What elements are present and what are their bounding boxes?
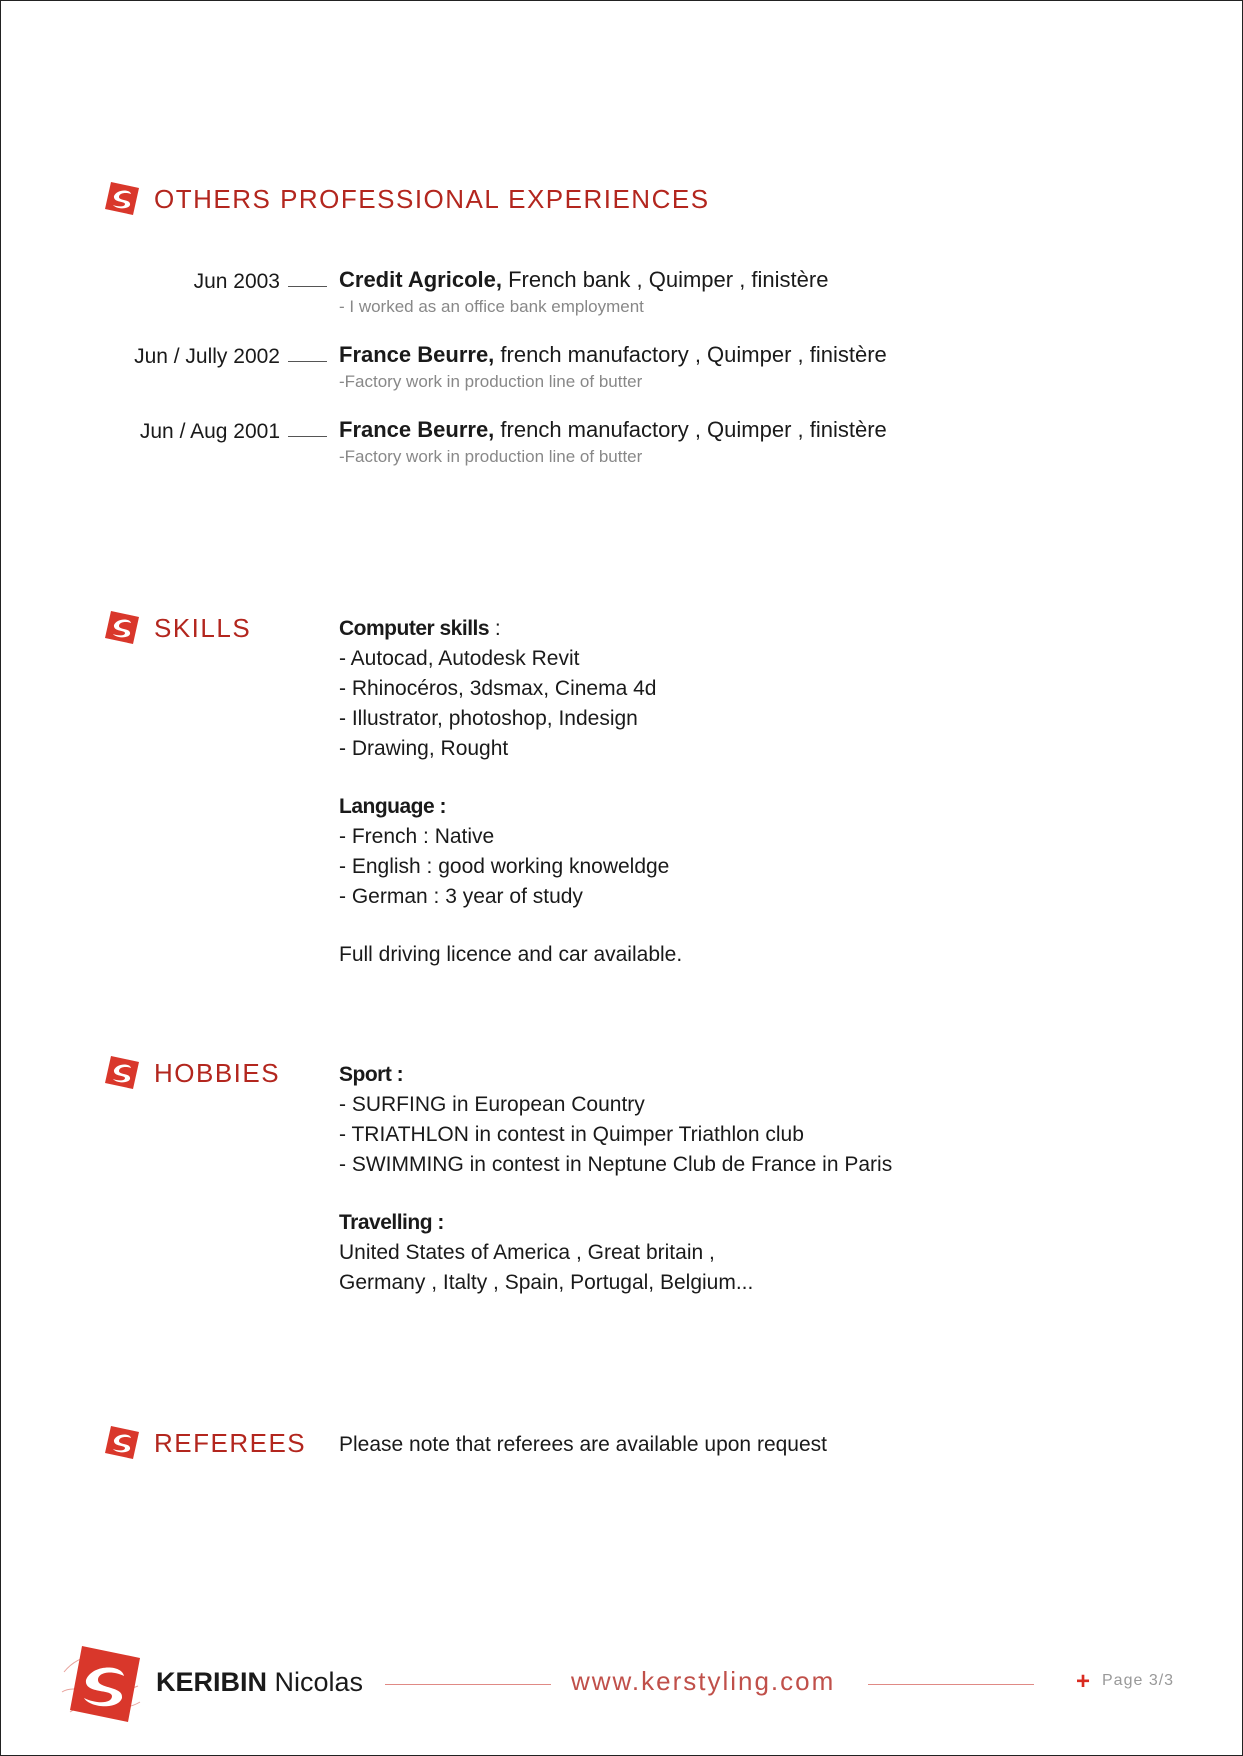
computer-skills-colon: :: [489, 617, 501, 640]
experience-date: Jun / Jully 2002: [134, 345, 280, 368]
footer-logo-icon: [60, 1642, 144, 1726]
computer-skills-heading-text: Computer skills: [339, 617, 490, 640]
footer-first-name: Nicolas: [267, 1667, 364, 1697]
footer-website-link[interactable]: www.kerstyling.com: [571, 1666, 836, 1696]
sport-heading: Sport :: [339, 1063, 404, 1086]
experience-dash: [288, 286, 327, 287]
language-item: - German : 3 year of study: [339, 885, 583, 908]
computer-skills-heading: [339, 614, 682, 644]
experience-date: Jun 2003: [193, 270, 280, 293]
sport-item: - SWIMMING in contest in Neptune Club de France in Paris: [339, 1153, 893, 1176]
section-logo-icon: [104, 180, 140, 216]
footer-line-left: [385, 1684, 551, 1685]
experience-company: Credit Agricole,: [339, 267, 502, 292]
skill-item: - Drawing, Rought: [339, 737, 509, 760]
experience-details: french manufactory , Quimper , finistère: [494, 342, 887, 367]
section-title-referees: REFEREES: [154, 1428, 307, 1458]
experience-description: -Factory work in production line of butter: [339, 447, 643, 466]
experience-details: french manufactory , Quimper , finistère: [494, 417, 887, 442]
footer-last-name: KERIBIN: [156, 1667, 268, 1697]
sport-item: - TRIATHLON in contest in Quimper Triathlon club: [339, 1123, 804, 1146]
driving-licence: Full driving licence and car available.: [339, 943, 683, 966]
skill-item: - Autocad, Autodesk Revit: [339, 647, 580, 670]
section-logo-icon: [104, 609, 140, 645]
travel-line: Germany , Italty , Spain, Portugal, Belgium...: [339, 1271, 754, 1294]
footer-line-right: [868, 1684, 1034, 1685]
experience-details: French bank , Quimper , finistère: [502, 267, 829, 292]
section-title-hobbies: HOBBIES: [154, 1058, 281, 1088]
experience-company: France Beurre,: [339, 417, 495, 442]
referees-note: Please note that referees are available upon request: [339, 1433, 827, 1456]
plus-icon: +: [1076, 1668, 1091, 1695]
section-logo-icon: [104, 1054, 140, 1090]
skills-block: [339, 614, 682, 970]
experience-title: [339, 267, 828, 293]
travel-line: United States of America , Great britain ,: [339, 1241, 715, 1264]
experience-description: -Factory work in production line of butter: [339, 372, 643, 391]
hobbies-block: [339, 1060, 892, 1298]
sport-item: - SURFING in European Country: [339, 1093, 645, 1116]
experience-company: France Beurre,: [339, 342, 495, 367]
experience-date: Jun / Aug 2001: [139, 420, 280, 443]
section-logo-icon: [104, 1424, 140, 1460]
footer-name: [156, 1667, 363, 1698]
language-heading: Language :: [339, 795, 447, 818]
experience-dash: [288, 361, 327, 362]
experience-description: - I worked as an office bank employment: [339, 297, 644, 316]
experience-dash: [288, 436, 327, 437]
section-title-experiences: OTHERS PROFESSIONAL EXPERIENCES: [154, 184, 710, 214]
skill-item: - Rhinocéros, 3dsmax, Cinema 4d: [339, 677, 657, 700]
travel-heading: Travelling :: [339, 1211, 444, 1234]
skill-item: - Illustrator, photoshop, Indesign: [339, 707, 638, 730]
language-item: - French : Native: [339, 825, 495, 848]
page-number: Page 3/3: [1102, 1672, 1175, 1689]
experience-title: [339, 417, 887, 443]
language-item: - English : good working knoweldge: [339, 855, 670, 878]
experience-title: [339, 342, 887, 368]
section-title-skills: SKILLS: [154, 613, 252, 643]
